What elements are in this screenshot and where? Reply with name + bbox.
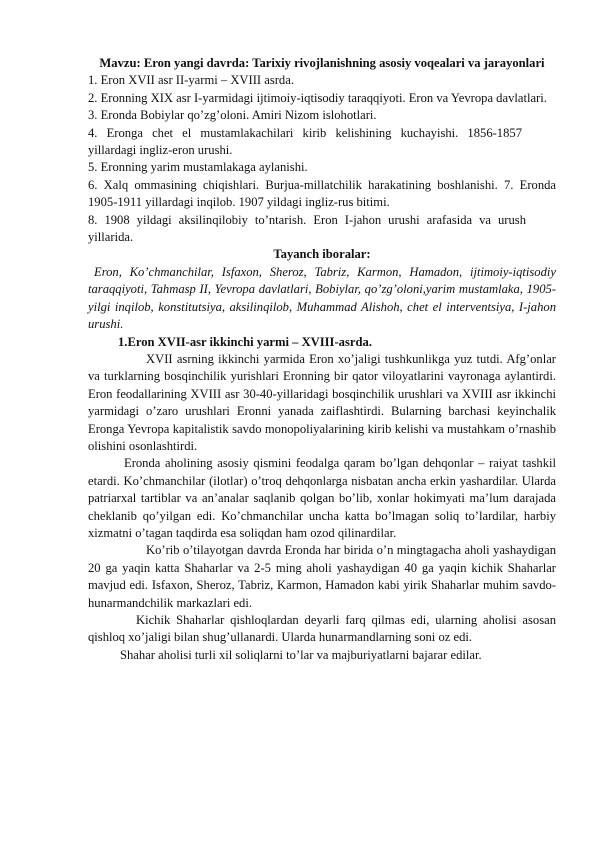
plan-item-4: 4. Eronga chet el mustamlakachilari kirib kelishining kuchayishi. 1856-1857 yillardagi ingliz-eron urushi.: [88, 125, 522, 158]
paragraph-1: XVII asrning ikkinchi yarmida Eron xo’jaligi tushkunlikga yuz tutdi. Afg’onlar va turklarning bosqinchilik yurishlari Eronning bir qator viloyatlarini vayronaga aylantirdi. Eron feodallarining XVIII asr 30-40-yillaridagi bosqinchilik urushlari va XVIII asr ikkinchi yarmidagi o’zaro urushlari Eronni yanada zaiflashtirdi. Bularning barchasi keyinchalik Eronga Yevropa kapitalistik savdo monopoliyalarining kirib kelishi va mustahkam o’rnashib olishini osonlashtirdi.: [88, 351, 556, 453]
keywords-text: Eron, Ko’chmanchilar, Isfaxon, Sheroz, Tabriz, Karmon, Hamadon, ijtimoiy-iqtisodiy taraqqiyoti, Tahmasp II, Yevropa davlatlari, Bobiylar, qo’zg’oloni,yarim mustamlaka, 1905-yilgi inqilob, konstitutsiya, aksilinqilob, Muhammad Alishoh, chet el interventsiya, I-jahon urushi.: [88, 264, 556, 332]
paragraph-3: Ko’rib o’tilayotgan davrda Eronda har birida o’n mingtagacha aholi yashaydigan 20 ga yaqin katta Shaharlar va 2-5 ming aholi yashaydigan 40 ga yaqin kichik Shaharlar mavjud edi. Isfaxon, Sheroz, Tabriz, Karmon, Hamadon kabi yirik Shaharlar muhim savdo-hunarmandchilik markazlari edi.: [88, 543, 556, 610]
paragraph-5: Shahar aholisi turli xil soliqlarni to’lar va majburiyatlarni bajarar edilar.: [120, 647, 482, 662]
plan-item-1: 1. Eron XVII asr II-yarmi – XVIII asrda.: [88, 73, 294, 88]
section-heading: 1.Eron XVII-asr ikkinchi yarmi – XVIII-asrda.: [118, 334, 372, 349]
plan-item-5: 5. Eronning yarim mustamlakaga aylanishi.: [88, 160, 308, 175]
document-page: [88, 55, 556, 664]
plan-item-6: 6. Xalq ommasining chiqishlari. Burjua-millatchilik harakatining boshlanishi. 7. Eronda 1905-1911 yillardagi inqilob. 1907 yildagi ingliz-rus bitimi.: [88, 177, 556, 210]
plan-item-3: 3. Eronda Bobiylar qo’zg’oloni. Amiri Nizom islohotlari.: [88, 108, 377, 123]
plan-item-8: 8. 1908 yildagi aksilinqilobiy to’ntarish. Eron I-jahon urushi arafasida va urush yillarida.: [88, 212, 526, 245]
document-title: Mavzu: Eron yangi davrda: Tarixiy rivojlanishning asosiy voqealari va jarayonlari: [99, 56, 545, 70]
keywords-heading: Tayanch iboralar:: [273, 247, 371, 262]
plan-item-2: 2. Eronning XIX asr I-yarmidagi ijtimoiy-iqtisodiy taraqqiyoti. Eron va Yevropa davlatlari.: [88, 90, 547, 105]
paragraph-2: Eronda aholining asosiy qismini feodalga qaram bo’lgan dehqonlar – raiyat tashkil etardi. Ko’chmanchilar (ilotlar) o’troq dehqonlarga nisbatan ancha erkin yashardilar. Ularda patriarxal tartiblar va an’analar saqlanib qolgan bo’lib, xonlar hokimyati ma’lum darajada cheklanib qo’yilgan edi. Ko’chmanchilar uncha katta bo’lmagan soliq to’lardilar, harbiy xizmatni o’tagan taqdirda esa soliqdan ham ozod qilinardilar.: [88, 456, 556, 540]
paragraph-4: Kichik Shaharlar qishloqlardan deyarli farq qilmas edi, ularning aholisi asosan qishloq xo’jaligi bilan shug’ullanardi. Ularda hunarmandlarning soni oz edi.: [88, 613, 556, 645]
